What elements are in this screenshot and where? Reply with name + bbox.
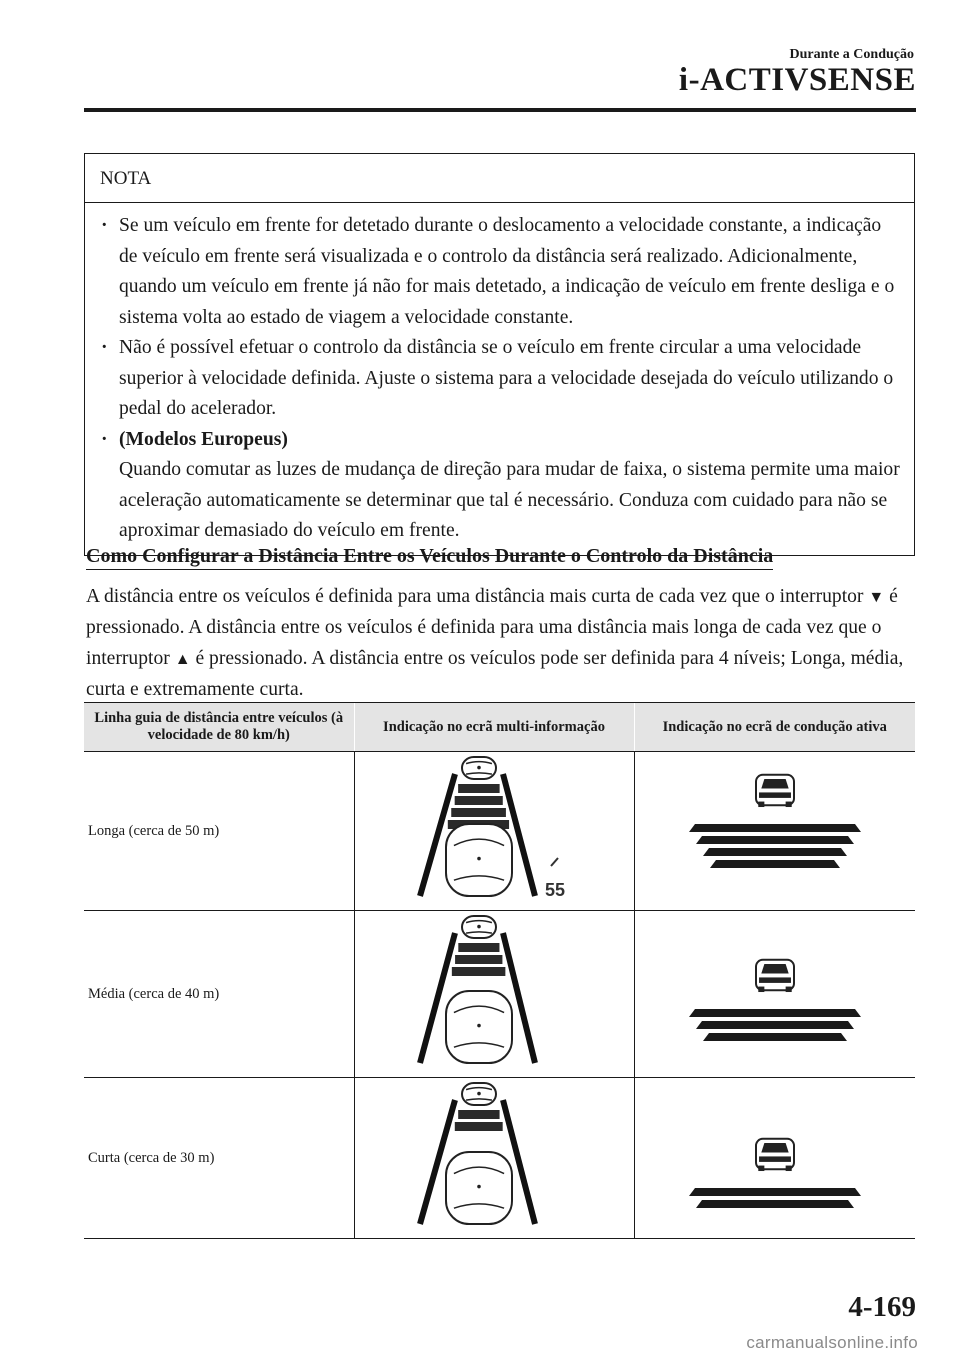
multi-info-display-long-icon — [355, 752, 634, 910]
note-heading: NOTA — [85, 154, 914, 203]
up-arrow-icon: ▲ — [174, 650, 191, 668]
active-driving-display — [634, 1078, 915, 1239]
note-body — [85, 203, 914, 555]
table-row — [84, 1078, 915, 1239]
section-title: Como Configurar a Distância Entre os Veículos Durante o Controlo da Distância — [86, 544, 773, 570]
active-driving-display-long-icon — [635, 752, 915, 910]
bullet-icon: · — [101, 428, 108, 450]
note-item-text: Não é possível efetuar o controlo da distância se o veículo em frente circular a uma velocidade superior à velocidade definida. Ajuste o sistema para a velocidade desejada do veículo utilizando o pedal do acelerador. — [119, 337, 894, 419]
distance-bar — [458, 943, 499, 952]
multi-info-display-short-icon — [355, 1078, 634, 1238]
vehicle-ahead-icon — [756, 960, 794, 992]
distance-bar — [703, 1033, 847, 1041]
header-distance-guide: Linha guia de distância entre veículos (à velocidade de 80 km/h) — [84, 703, 354, 752]
bullet-icon: · — [101, 215, 108, 236]
own-vehicle-icon — [446, 1152, 512, 1224]
para-text-3: é pressionado. A distância entre os veículos pode ser definida para 4 níveis; Longa, média, curta e extremamente curta. — [86, 647, 904, 700]
note-box — [84, 153, 915, 556]
distance-bar — [458, 784, 499, 793]
vehicle-ahead-icon — [756, 1139, 794, 1171]
active-driving-display — [634, 752, 915, 911]
row-label: Curta (cerca de 30 m) — [84, 1078, 354, 1239]
distance-bar — [458, 1110, 499, 1119]
header-multi-info: Indicação no ecrã multi-informação — [354, 703, 634, 752]
vehicle-ahead-icon — [462, 1083, 496, 1105]
multi-info-display — [354, 911, 634, 1078]
table-row — [84, 752, 915, 911]
distance-bar — [455, 955, 502, 964]
note-item — [99, 211, 900, 333]
page-number: 4-169 — [848, 1291, 916, 1323]
para-text-2: é pressionado. A distância entre os veículos é definida para uma distância mais longa de cada vez que o interruptor — [86, 586, 898, 669]
own-vehicle-icon — [446, 991, 512, 1063]
distance-bar — [451, 808, 506, 817]
row-label: Longa (cerca de 50 m) — [84, 752, 354, 911]
distance-bar — [689, 1188, 861, 1196]
note-item — [99, 425, 900, 547]
header-rule — [84, 108, 916, 112]
active-driving-display-short-icon — [635, 1078, 915, 1238]
vehicle-ahead-icon — [462, 916, 496, 938]
note-item-subheading: (Modelos Europeus) — [119, 428, 288, 450]
table-row — [84, 911, 915, 1078]
distance-bar — [454, 1122, 502, 1131]
distance-bar — [454, 796, 502, 805]
multi-info-display — [354, 1078, 634, 1239]
distance-bar — [710, 860, 840, 868]
distance-bar — [689, 1009, 861, 1017]
own-vehicle-icon — [446, 824, 512, 896]
multi-info-display — [354, 752, 634, 911]
multi-info-display-medium-icon — [355, 911, 634, 1077]
bullet-icon: · — [101, 337, 108, 358]
header-title: i-ACTIVSENSE — [678, 62, 916, 98]
note-item-text: Quando comutar as luzes de mudança de direção para mudar de faixa, o sistema permite uma maior aceleração automaticamente se determinar que tal é necessário. Conduza com cuidado para não se aproximar demasiado do veículo em frente. — [119, 459, 900, 541]
section-paragraph — [86, 582, 916, 705]
row-label: Média (cerca de 40 m) — [84, 911, 354, 1078]
site-watermark: carmanualsonline.info — [746, 1333, 918, 1352]
para-text-1: A distância entre os veículos é definida para uma distância mais curta de cada vez que o interruptor — [86, 586, 869, 607]
distance-bar — [689, 824, 861, 832]
down-arrow-icon: ▼ — [868, 589, 885, 606]
distance-table — [84, 702, 915, 1239]
header-active-driving: Indicação no ecrã de condução ativa — [634, 703, 915, 752]
speed-readout: 55 — [544, 880, 565, 900]
distance-bar — [703, 848, 847, 856]
active-driving-display-medium-icon — [635, 911, 915, 1077]
note-item-text: Se um veículo em frente for detetado durante o deslocamento a velocidade constante, a indicação de veículo em frente será visualizada e o controlo da distância será realizado. Adicionalmente, quando um veículo em frente já não for mais detetado, a indicação de veículo em frente desliga e o sistema volta ao estado de viagem a velocidade constante. — [119, 215, 895, 328]
vehicle-ahead-icon — [462, 757, 496, 779]
active-driving-display — [634, 911, 915, 1078]
table-header-row — [84, 703, 915, 752]
distance-bar — [696, 836, 854, 844]
vehicle-ahead-icon — [756, 775, 794, 807]
header-section: Durante a Condução — [789, 47, 914, 62]
distance-bar — [451, 967, 505, 976]
distance-bar — [696, 1021, 854, 1029]
distance-bar — [696, 1200, 854, 1208]
note-item — [99, 333, 900, 425]
